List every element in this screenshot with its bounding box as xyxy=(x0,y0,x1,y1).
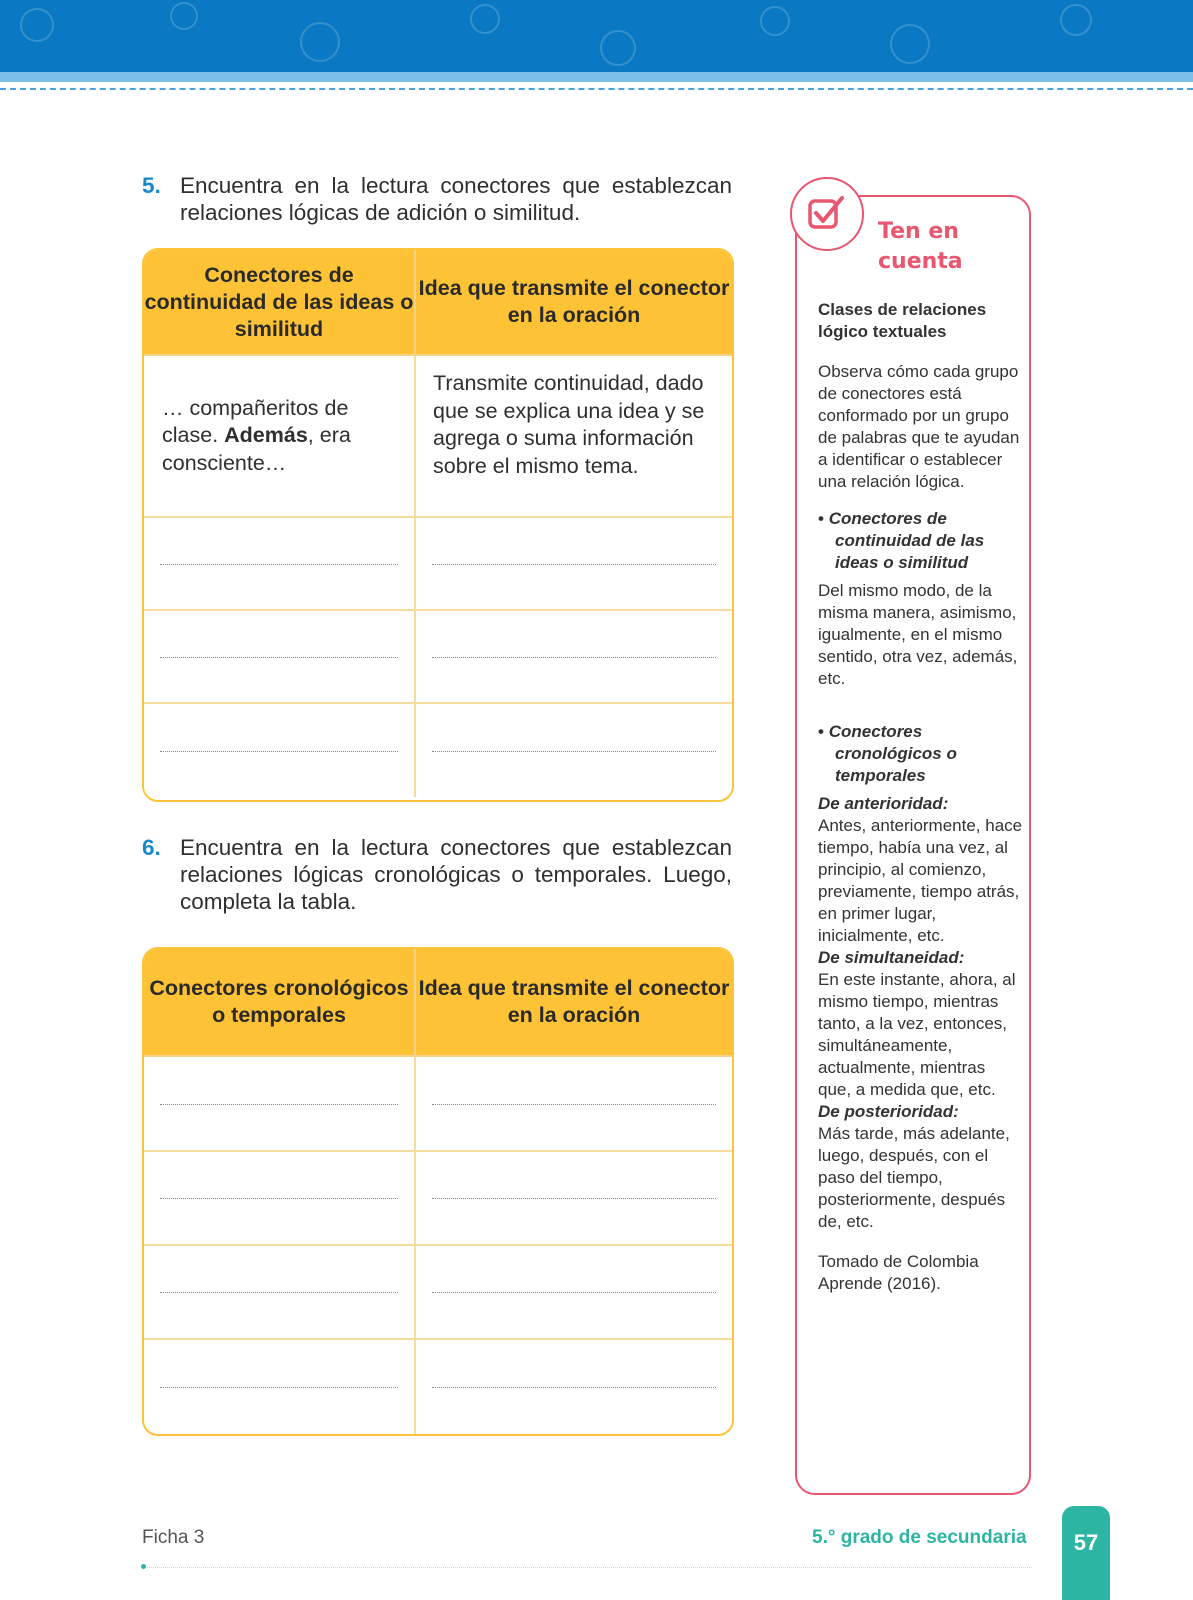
answer-cell[interactable] xyxy=(144,611,416,702)
tip-badge xyxy=(790,177,864,251)
question-number: 5. xyxy=(142,173,161,198)
answer-line xyxy=(160,1387,398,1388)
tip-bullet-similarity: • Conectores de continuidad de las ideas o similitud xyxy=(818,509,985,572)
page-number: 57 xyxy=(1062,1506,1110,1600)
connectors-similarity-table xyxy=(142,248,734,802)
tip-intro: Observa cómo cada grupo de conectores está conformado por un grupo de palabras que te ayudan a identificar o establecer una relación lógica. xyxy=(818,362,1020,491)
table-row xyxy=(144,1246,732,1340)
question-text: Encuentra en la lectura conectores que establezcan relaciones lógicas de adición o similitud. xyxy=(180,173,732,225)
answer-line xyxy=(160,1198,398,1199)
doodle-icon xyxy=(1060,4,1092,36)
table-row xyxy=(144,704,732,797)
table-header xyxy=(144,949,732,1057)
answer-cell[interactable] xyxy=(144,1340,416,1434)
tip-content xyxy=(818,299,1023,1295)
tip-posterioridad-text: Más tarde, más adelante, luego, después, con el paso del tiempo, posteriormente, después de, etc. xyxy=(818,1124,1010,1231)
question-5 xyxy=(142,172,732,226)
answer-cell[interactable] xyxy=(144,1152,416,1244)
answer-line xyxy=(432,1104,716,1105)
footer-worksheet-label: Ficha 3 xyxy=(142,1527,205,1548)
bullet-title: Conectores cronológicos o temporales xyxy=(828,722,957,785)
example-text-before: … compañeritos de clase. xyxy=(162,395,349,448)
tip-title: Ten en cuenta xyxy=(878,219,963,274)
answer-cell[interactable] xyxy=(416,518,732,609)
bullet-title: Conectores de continuidad de las ideas o similitud xyxy=(828,509,985,572)
header-stripe xyxy=(0,72,1193,82)
answer-cell[interactable] xyxy=(416,1340,732,1434)
header-dashed-line xyxy=(0,88,1193,90)
table-row xyxy=(144,1057,732,1152)
tip-label-simultaneidad: De simultaneidad: xyxy=(818,948,965,967)
table-header-cell: Idea que transmite el conector en la oración xyxy=(418,276,730,327)
doodle-icon xyxy=(600,30,636,66)
answer-line xyxy=(160,1292,398,1293)
tip-label-posterioridad: De posterioridad: xyxy=(818,1102,959,1121)
table-row xyxy=(144,1152,732,1246)
answer-line xyxy=(432,564,716,565)
answer-line xyxy=(432,1198,716,1199)
answer-line xyxy=(160,751,398,752)
answer-cell[interactable] xyxy=(144,1057,416,1150)
tip-similarity-examples: Del mismo modo, de la misma manera, asimismo, igualmente, en el mismo sentido, otra vez, además, etc. xyxy=(818,581,1018,688)
table-row xyxy=(144,611,732,704)
example-connector: Además xyxy=(224,423,308,448)
table-row xyxy=(144,518,732,611)
question-6 xyxy=(142,834,732,915)
tip-source: Tomado de Colombia Aprende (2016). xyxy=(818,1252,979,1293)
example-text-after: , era consciente… xyxy=(162,423,351,475)
answer-line xyxy=(160,657,398,658)
connectors-temporal-table xyxy=(142,947,734,1436)
answer-line xyxy=(432,751,716,752)
answer-cell[interactable] xyxy=(144,1246,416,1338)
tip-simultaneidad-text: En este instante, ahora, al mismo tiempo, mientras tanto, a la vez, entonces, simultáneamente, actualmente, mientras que, a medida que, etc. xyxy=(818,970,1016,1099)
table-header xyxy=(144,250,732,356)
answer-cell[interactable] xyxy=(144,518,416,609)
table-row xyxy=(144,1340,732,1434)
table-header-cell: Conectores cronológicos o temporales xyxy=(144,949,416,1055)
doodle-icon xyxy=(20,8,54,42)
doodle-icon xyxy=(470,4,500,34)
doodle-icon xyxy=(300,22,340,62)
answer-line xyxy=(160,1104,398,1105)
answer-cell[interactable] xyxy=(416,1246,732,1338)
checkbox-check-icon xyxy=(806,193,848,235)
answer-cell[interactable] xyxy=(416,704,732,797)
answer-cell[interactable] xyxy=(416,611,732,702)
example-idea-cell: Transmite continuidad, dado que se explica una idea y se agrega o suma información sobre el mismo tema. xyxy=(433,371,705,478)
footer-divider xyxy=(142,1567,1032,1568)
answer-cell[interactable] xyxy=(416,1152,732,1244)
answer-cell[interactable] xyxy=(144,704,416,797)
answer-cell[interactable] xyxy=(416,1057,732,1150)
question-number: 6. xyxy=(142,835,161,860)
tip-subtitle: Clases de relaciones lógico textuales xyxy=(818,300,987,341)
question-text: Encuentra en la lectura conectores que establezcan relaciones lógicas cronológicas o temporales. Luego, completa la tabla. xyxy=(180,835,732,914)
answer-line xyxy=(432,657,716,658)
tip-bullet-temporal: • Conectores cronológicos o temporales xyxy=(818,722,957,785)
doodle-icon xyxy=(890,24,930,64)
footer-grade-label: 5.° grado de secundaria xyxy=(812,1527,1027,1548)
answer-line xyxy=(160,564,398,565)
table-header-cell: Conectores de continuidad de las ideas o similitud xyxy=(144,250,416,354)
example-sentence-cell xyxy=(144,356,416,516)
header-banner xyxy=(0,0,1193,72)
table-header-cell: Idea que transmite el conector en la oración xyxy=(418,976,730,1027)
footer-dot xyxy=(141,1564,146,1569)
tip-anterioridad-text: Antes, anteriormente, hace tiempo, había una vez, al principio, al comienzo, previamente, tiempo atrás, en primer lugar, inicialmente, etc. xyxy=(818,816,1023,945)
table-row-example xyxy=(144,356,732,518)
answer-line xyxy=(432,1292,716,1293)
tip-label-anterioridad: De anterioridad: xyxy=(818,794,949,813)
doodle-icon xyxy=(170,2,198,30)
doodle-icon xyxy=(760,6,790,36)
answer-line xyxy=(432,1387,716,1388)
